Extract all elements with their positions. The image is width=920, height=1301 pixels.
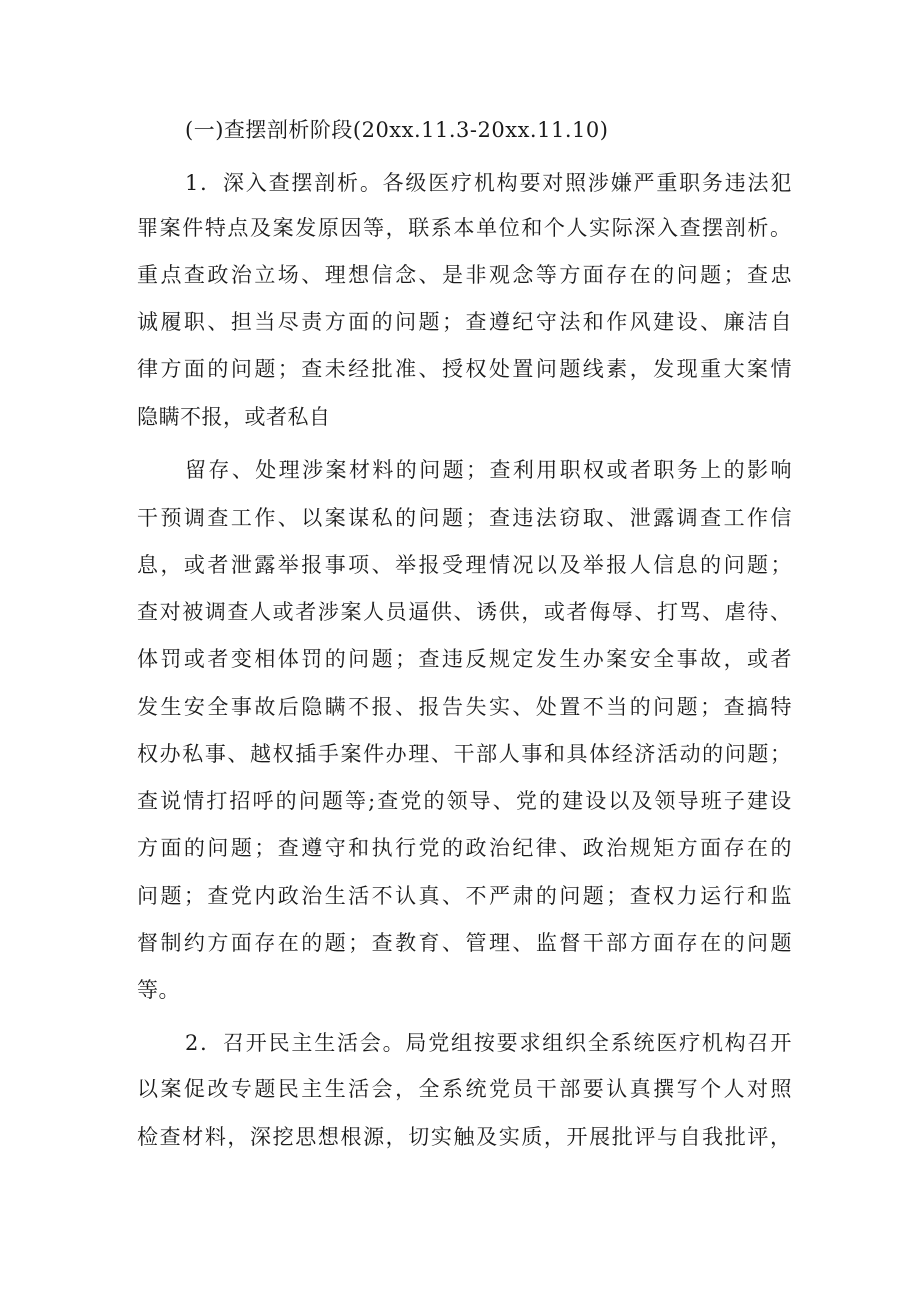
paragraph-line: 问题；查党内政治生活不认真、不严肃的问题；查权力运行和监 (137, 884, 794, 908)
paragraph-line: 查对被调查人或者涉案人员逼供、诱供，或者侮辱、打骂、虐待、 (137, 600, 793, 624)
paragraph-line: 检查材料，深挖思想根源，切实触及实质，开展批评与自我批评， (137, 1125, 793, 1149)
paragraph-line: 方面的问题；查遵守和执行党的政治纪律、政治规矩方面存在的 (137, 836, 794, 860)
paragraph-line: 督制约方面存在的题；查教育、管理、监督干部方面存在的问题 (137, 931, 794, 955)
paragraph-line: 1．深入查摆剖析。各级医疗机构要对照涉嫌严重职务违法犯 (185, 171, 794, 195)
paragraph-line: 隐瞒不报，或者私自 (137, 405, 331, 429)
paragraph-line: 干预调查工作、以案谋私的问题；查违法窃取、泄露调查工作信 (137, 506, 794, 530)
paragraph-line: 留存、处理涉案材料的问题；查利用职权或者职务上的影响 (185, 458, 794, 482)
paragraph-line: 律方面的问题；查未经批准、授权处置问题线素，发现重大案情 (137, 357, 794, 381)
paragraph-line: 以案促改专题民主生活会，全系统党员干部要认真撰写个人对照 (137, 1077, 794, 1101)
paragraph-line: 权办私事、越权插手案件办理、干部人事和具体经济活动的问题； (137, 742, 793, 766)
paragraph-line: 诚履职、担当尽责方面的问题；查遵纪守法和作风建设、廉洁自 (137, 310, 794, 334)
paragraph-line: 罪案件特点及案发原因等，联系本单位和个人实际深入查摆剖析。 (137, 216, 793, 240)
paragraph-line: 2．召开民主生活会。局党组按要求组织全系统医疗机构召开 (185, 1031, 794, 1055)
paragraph-line: 查说情打招呼的问题等;查党的领导、党的建设以及领导班子建设 (137, 789, 794, 813)
section-heading: (一)查摆剖析阶段(20xx.11.3-20xx.11.10) (185, 118, 609, 142)
paragraph-line: 重点查政治立场、理想信念、是非观念等方面存在的问题；查忠 (137, 263, 794, 287)
paragraph-line: 体罚或者变相体罚的问题；查违反规定发生办案安全事故，或者 (137, 647, 794, 671)
paragraph-line: 息，或者泄露举报事项、举报受理情况以及举报人信息的问题； (137, 553, 794, 577)
paragraph-line: 发生安全事故后隐瞒不报、报告失实、处置不当的问题；查搞特 (137, 695, 794, 719)
paragraph-line: 等。 (137, 978, 180, 1002)
